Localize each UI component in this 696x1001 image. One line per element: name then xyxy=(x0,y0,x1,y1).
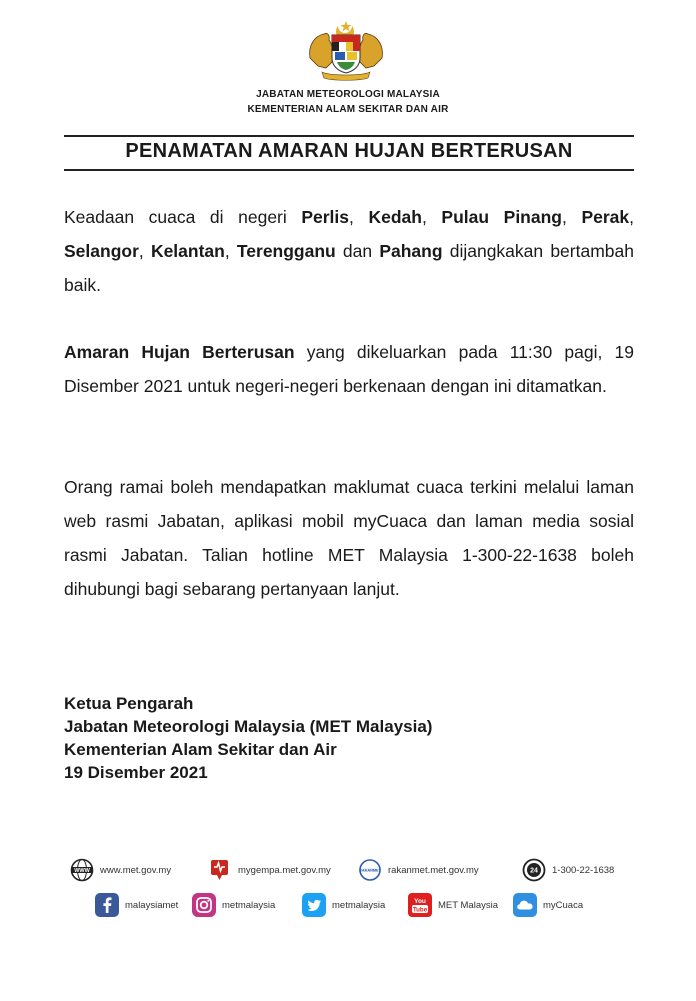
state-selangor: Selangor xyxy=(64,241,139,261)
state-perlis: Perlis xyxy=(301,207,350,227)
state-perak: Perak xyxy=(581,207,630,227)
paragraph2-text: yang dikeluarkan pada 11:30 pagi, 19 Disember 2021 untuk negeri-negeri berkenaan dengan ini ditamatkan. xyxy=(64,342,634,396)
footer-youtube[interactable] xyxy=(408,893,498,917)
svg-text:WWW: WWW xyxy=(74,868,90,874)
youtube-icon xyxy=(408,893,432,917)
separator: , xyxy=(561,207,582,227)
website-link[interactable]: www.met.gov.my xyxy=(100,864,172,876)
signature-date: 19 Disember 2021 xyxy=(64,763,208,782)
instagram-icon xyxy=(192,893,216,917)
paragraph1-trailing-text: dijangkakan bertambah baik. xyxy=(64,241,634,295)
footer-mycuaca[interactable] xyxy=(513,893,583,917)
footer-instagram[interactable] xyxy=(192,893,275,917)
svg-text:Tube: Tube xyxy=(412,906,428,914)
mygempa-icon xyxy=(208,858,232,882)
warning-name: Amaran Hujan Berterusan xyxy=(64,342,295,362)
hotline-number[interactable]: 1-300-22-1638 xyxy=(552,864,615,876)
twitter-icon xyxy=(302,893,326,917)
facebook-handle[interactable]: malaysiamet xyxy=(125,899,179,911)
separator: , xyxy=(349,207,369,227)
paragraph-warning-ended xyxy=(64,335,634,403)
state-pahang: Pahang xyxy=(379,241,443,261)
title-top-divider xyxy=(64,135,634,137)
footer-facebook[interactable] xyxy=(95,893,178,917)
svg-text:You: You xyxy=(414,898,426,905)
document-title: PENAMATAN AMARAN HUJAN BERTERUSAN xyxy=(125,140,573,162)
twitter-handle[interactable]: metmalaysia xyxy=(332,899,386,911)
footer-hotline[interactable] xyxy=(522,858,614,882)
footer-twitter[interactable] xyxy=(302,893,385,917)
youtube-channel[interactable]: MET Malaysia xyxy=(438,899,499,911)
signatory-department: Jabatan Meteorologi Malaysia (MET Malaysia) xyxy=(64,717,433,736)
instagram-handle[interactable]: metmalaysia xyxy=(222,899,276,911)
paragraph-weather-improvement xyxy=(64,200,634,302)
organisation-name: JABATAN METEOROLOGI MALAYSIA xyxy=(256,89,440,100)
title-bottom-divider xyxy=(64,169,634,171)
footer-rakanmet[interactable] xyxy=(358,858,479,882)
globe-www-icon xyxy=(70,858,94,882)
state-kedah: Kedah xyxy=(368,207,422,227)
paragraph-public-info: Orang ramai boleh mendapatkan maklumat cuaca terkini melalui laman web rasmi Jabatan, aplikasi mobil myCuaca dan laman media sosial rasmi Jabatan. Talian hotline MET Malaysia 1-300-22-1638 boleh dihubungi bagi sebarang pertanyaan lanjut. xyxy=(64,477,634,599)
svg-text:24: 24 xyxy=(530,867,538,875)
malaysia-coat-of-arms-logo xyxy=(304,18,388,84)
rakanmet-icon xyxy=(358,858,382,882)
mycuaca-cloud-icon xyxy=(513,893,537,917)
separator: dan xyxy=(335,241,380,261)
paragraph1-lead-text: Keadaan cuaca di negeri xyxy=(64,207,302,227)
rakanmet-link[interactable]: rakanmet.met.gov.my xyxy=(388,864,479,876)
signatory-title: Ketua Pengarah xyxy=(64,694,194,713)
state-terengganu: Terengganu xyxy=(236,241,336,261)
signature-block xyxy=(64,692,432,784)
phone-24h-icon xyxy=(522,858,546,882)
ministry-name: KEMENTERIAN ALAM SEKITAR DAN AIR xyxy=(247,104,449,115)
state-pulau-pinang: Pulau Pinang xyxy=(441,207,562,227)
facebook-icon xyxy=(95,893,119,917)
separator: , xyxy=(224,241,237,261)
svg-text:RAKANMET: RAKANMET xyxy=(359,868,381,873)
mycuaca-app[interactable]: myCuaca xyxy=(543,899,584,911)
signatory-ministry: Kementerian Alam Sekitar dan Air xyxy=(64,740,337,759)
mygempa-link[interactable]: mygempa.met.gov.my xyxy=(238,864,331,876)
separator: , xyxy=(629,207,634,227)
state-kelantan: Kelantan xyxy=(150,241,225,261)
separator: , xyxy=(138,241,151,261)
footer-website[interactable] xyxy=(70,858,171,882)
footer-mygempa[interactable] xyxy=(208,858,331,882)
separator: , xyxy=(421,207,442,227)
